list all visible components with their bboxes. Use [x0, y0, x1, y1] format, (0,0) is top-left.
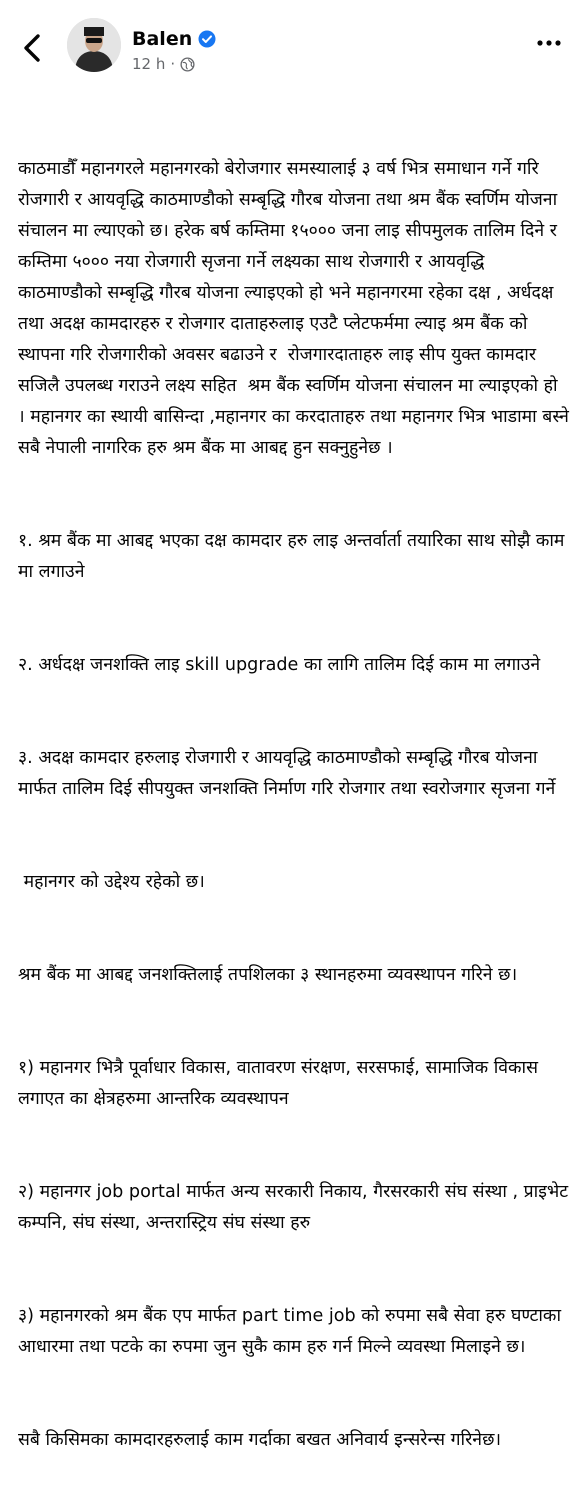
globe-icon — [180, 57, 195, 72]
post-paragraph-objective: महानगर को उद्देश्य रहेको छ। — [18, 872, 205, 892]
post-paragraph-point-1: १. श्रम बैंक मा आबद्द भएका दक्ष कामदार हरु लाइ अन्तर्वार्ता तयारिका साथ सोझै काम मा लगाउने — [18, 531, 571, 582]
post-paragraph-placement: श्रम बैंक मा आबद्द जनशक्तिलाई तपशिलका ३ स्थानहरुमा व्यवस्थापन गरिने छ। — [18, 965, 518, 985]
post-meta — [132, 55, 195, 73]
back-arrow-icon[interactable] — [18, 30, 46, 66]
post-paragraph-place-3: ३) महानगरको श्रम बैंक एप मार्फत part time job को रुपमा सबै सेवा हरु घण्टाका आधारमा तथा पटके का रुपमा जुन सुकै काम हरु गर्न मिल्ने व्यवस्था मिलाइने छ। — [18, 1306, 567, 1357]
post-header — [0, 0, 582, 80]
post-body — [18, 92, 575, 1487]
verified-badge-icon — [198, 30, 216, 48]
post-paragraph-intro: काठमाडौँ महानगरले महानगरको बेरोजगार समस्यालाई ३ वर्ष भित्र समाधान गर्ने गरि रोजगारी र आयवृद्धि काठमाण्डौको सम्बृद्धि गौरब योजना तथा श्रम बैंक स्वर्णिम योजना संचालन मा ल्याएको छ। हरेक बर्ष कम्तिमा १५००० जना लाइ सीपमुलक तालिम दिने र कम्तिमा ५००० नया रोजगारी सृजना गर्ने लक्ष्यका साथ रोजगारी र आयवृद्धि काठमाण्डौको सम्बृद्धि गौरब योजना ल्याइएको हो भने महानगरमा रहेका दक्ष , अर्धदक्ष तथा अदक्ष कामदारहरु र रोजगार दाताहरुलाइ एउटै प्लेटफर्ममा ल्याइ श्रम बैंक को स्थापना गरि रोजगारीको अवसर बढाउने र रोजगारदाताहरु लाइ सीप युक्त कामदार सजिलै उपलब्ध गराउने लक्ष्य सहित श्रम बैंक स्वर्णिम योजना संचालन मा ल्याइएको हो । महानगर का स्थायी बासिन्दा ,महानगर का करदाताहरु तथा महानगर भित्र भाडामा बस्ने सबै नेपाली नागरिक हरु श्रम बैंक मा आबद्द हुन सक्नुहुनेछ । — [18, 159, 575, 458]
more-options-icon[interactable] — [536, 37, 562, 49]
author-row — [132, 26, 216, 52]
meta-separator: · — [170, 55, 176, 73]
post-timestamp[interactable]: 12 h — [132, 55, 166, 73]
author-name[interactable]: Balen — [132, 28, 193, 50]
post-paragraph-point-2: २. अर्धदक्ष जनशक्ति लाइ skill upgrade का लागि तालिम दिई काम मा लगाउने — [18, 655, 541, 675]
avatar[interactable] — [67, 18, 121, 72]
post-paragraph-place-2: २) महानगर job portal मार्फत अन्य सरकारी निकाय, गैरसरकारी संघ संस्था , प्राइभेट कम्पनि, संघ संस्था, अन्तरास्ट्रिय संघ संस्था हरु — [18, 1182, 574, 1233]
post-paragraph-insurance: सबै किसिमका कामदारहरुलाई काम गर्दाका बखत अनिवार्य इन्सरेन्स गरिनेछ। — [18, 1430, 502, 1450]
post-paragraph-point-3: ३. अदक्ष कामदार हरुलाइ रोजगारी र आयवृद्धि काठमाण्डौको सम्बृद्धि गौरब योजना मार्फत तालिम दिई सीपयुक्त जनशक्ति निर्माण गरि रोजगार तथा स्वरोजगार सृजना गर्ने — [18, 748, 556, 799]
post-paragraph-place-1: १) महानगर भित्रै पूर्वाधार विकास, वातावरण संरक्षण, सरसफाई, सामाजिक विकास लगाएत का क्षेत्रहरुमा आन्तरिक व्यवस्थापन — [18, 1058, 544, 1109]
